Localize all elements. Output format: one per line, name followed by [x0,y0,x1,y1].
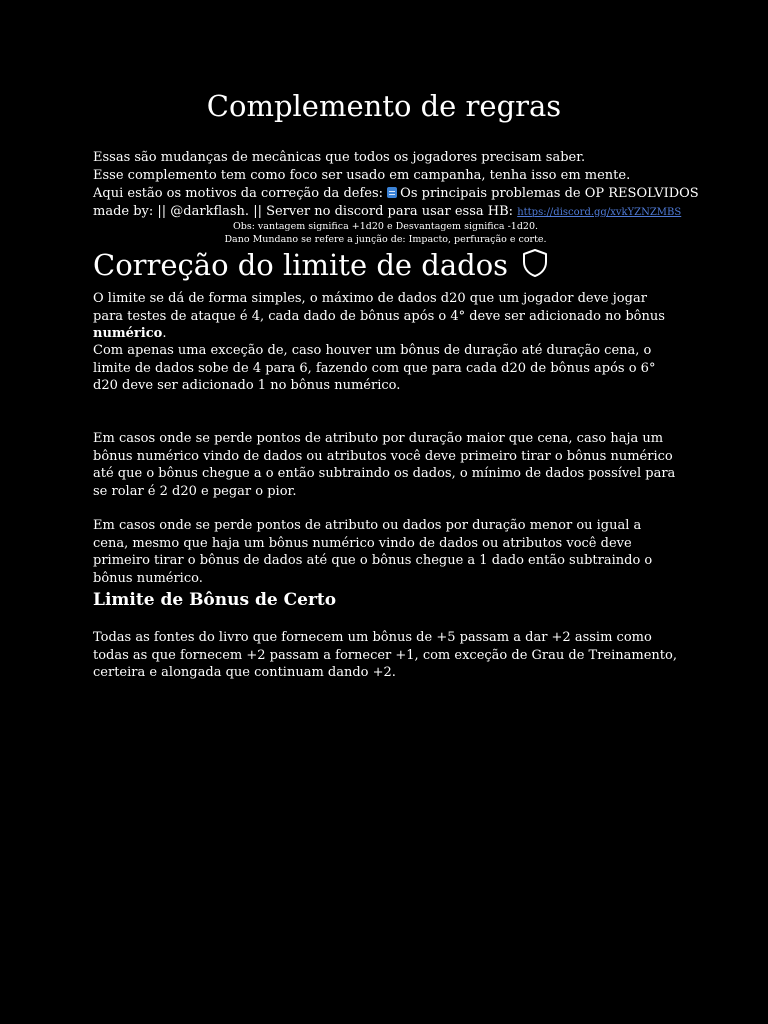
intro-line-3 [93,185,699,203]
page-title: Complemento de regras [206,89,562,123]
section-heading [93,245,549,285]
paragraph-exception: Com apenas uma exceção de, caso houver um bônus de duração até duração cena, o limite de dados sobe de 4 para 6, fazendo com que para cada d20 de bônus após o 6° d20 deve ser adicionado 1 no bônus numérico. [93,343,656,394]
paragraph-dice-limit-end: . [162,326,167,342]
document-icon [387,187,397,198]
discord-invite-link[interactable]: https://discord.gg/xvkYZNZMBS [517,207,682,218]
paragraph-dice-limit [93,290,678,343]
note-dano-mundano: Dano Mundano se refere a junção de: Impacto, perfuração e corte. [224,234,547,245]
section-heading-text: Correção do limite de dados [93,248,509,282]
paragraph-bonus-limit: Todas as fontes do livro que fornecem um bônus de +5 passam a dar +2 assim como todas as que fornecem +2 passam a fornecer +1, com exceção de Grau de Treinamento, certeira e alongada que continuam dando +2. [93,630,677,681]
notes-block [93,220,678,246]
intro-line-1: Essas são mudanças de mecânicas que todos os jogadores precisam saber. [93,150,586,165]
intro-block [93,149,699,222]
intro-line-3-prefix: Aqui estão os motivos da correção da defes: [93,186,384,201]
shield-icon [521,248,549,278]
paragraph-attribute-loss-long: Em casos onde se perde pontos de atributo por duração maior que cena, caso haja um bônus numérico vindo de dados ou atributos você deve primeiro tirar o bônus numérico até que o bônus chegue a o então subtraindo os dados, o mínimo de dados possível para se rolar é 2 d20 e pegar o pior. [93,431,676,499]
note-vantagem: Obs: vantagem significa +1d20 e Desvantagem significa -1d20. [232,221,539,232]
paragraph-dice-limit-text: O limite se dá de forma simples, o máximo de dados d20 que um jogador deve jogar para testes de ataque é 4, cada dado de bônus após o 4° deve ser adicionado no bônus [93,291,665,324]
problems-page-link[interactable]: Os principais problemas de OP RESOLVIDOS [400,186,699,201]
intro-line-2: Esse complemento tem como foco ser usado em campanha, tenha isso em mente. [93,168,631,183]
subsection-heading: Limite de Bônus de Certo [93,590,337,610]
paragraph-dice-limit-bold: numérico [93,326,163,342]
paragraph-attribute-loss-short: Em casos onde se perde pontos de atributo ou dados por duração menor ou igual a cena, mesmo que haja um bônus numérico vindo de dados ou atributos você deve primeiro tirar o bônus de dados até que o bônus chegue a 1 dado então subtraindo o bônus numérico. [93,518,653,586]
intro-line-4-prefix: made by: || @darkflash. || Server no discord para usar essa HB: [93,204,514,219]
